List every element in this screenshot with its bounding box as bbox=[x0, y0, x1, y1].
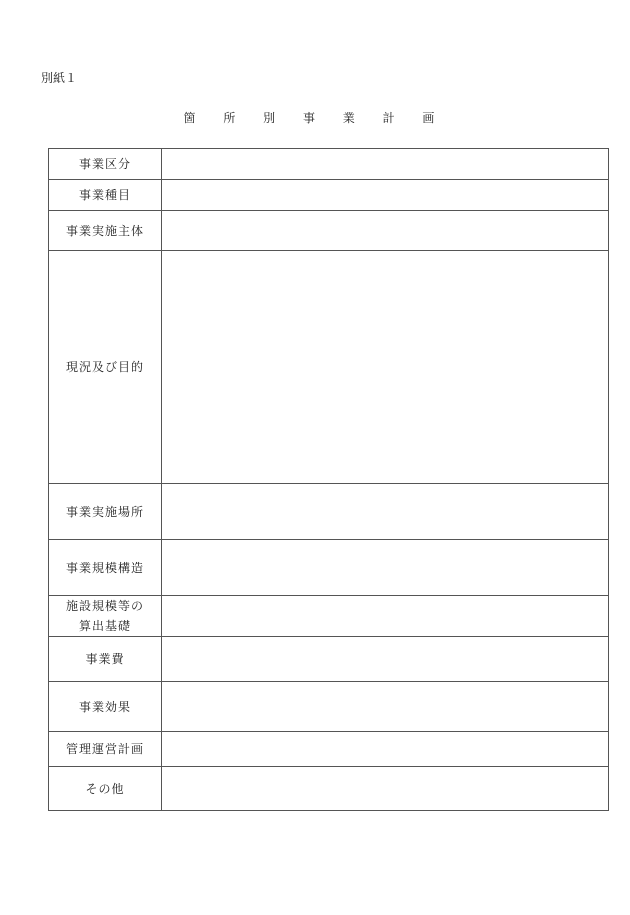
row-value bbox=[162, 251, 609, 484]
row-label: 現況及び目的 bbox=[49, 251, 162, 484]
row-value bbox=[162, 767, 609, 811]
row-label bbox=[49, 596, 162, 637]
row-label: 事業実施主体 bbox=[49, 211, 162, 251]
row-label: 事業種目 bbox=[49, 180, 162, 211]
table-row-calculation-basis bbox=[49, 596, 609, 637]
row-value bbox=[162, 596, 609, 637]
table-row-implementation-site bbox=[49, 484, 609, 540]
annex-label: 別紙１ bbox=[41, 71, 78, 85]
table-row-project-scale-structure bbox=[49, 540, 609, 596]
row-value bbox=[162, 732, 609, 767]
table-row-project-type bbox=[49, 180, 609, 211]
row-value bbox=[162, 682, 609, 732]
table-row-other bbox=[49, 767, 609, 811]
row-label: その他 bbox=[49, 767, 162, 811]
row-label: 管理運営計画 bbox=[49, 732, 162, 767]
table-row-project-effect bbox=[49, 682, 609, 732]
row-value bbox=[162, 180, 609, 211]
table-row-current-status-and-purpose bbox=[49, 251, 609, 484]
row-label-line-2: 算出基礎 bbox=[78, 619, 131, 633]
project-plan-table bbox=[48, 148, 609, 811]
row-label: 事業規模構造 bbox=[49, 540, 162, 596]
table-row-implementing-body bbox=[49, 211, 609, 251]
row-label-line-1: 施設規模等の bbox=[65, 599, 144, 613]
row-value bbox=[162, 211, 609, 251]
document-title: 箇 所 別 事 業 計 画 bbox=[183, 111, 447, 125]
table-row-management-plan bbox=[49, 732, 609, 767]
table-row-project-cost bbox=[49, 637, 609, 682]
row-label: 事業実施場所 bbox=[49, 484, 162, 540]
row-value bbox=[162, 540, 609, 596]
row-label: 事業費 bbox=[49, 637, 162, 682]
row-value bbox=[162, 484, 609, 540]
row-value bbox=[162, 637, 609, 682]
row-label: 事業効果 bbox=[49, 682, 162, 732]
row-label: 事業区分 bbox=[49, 149, 162, 180]
table-row-project-category bbox=[49, 149, 609, 180]
row-value bbox=[162, 149, 609, 180]
